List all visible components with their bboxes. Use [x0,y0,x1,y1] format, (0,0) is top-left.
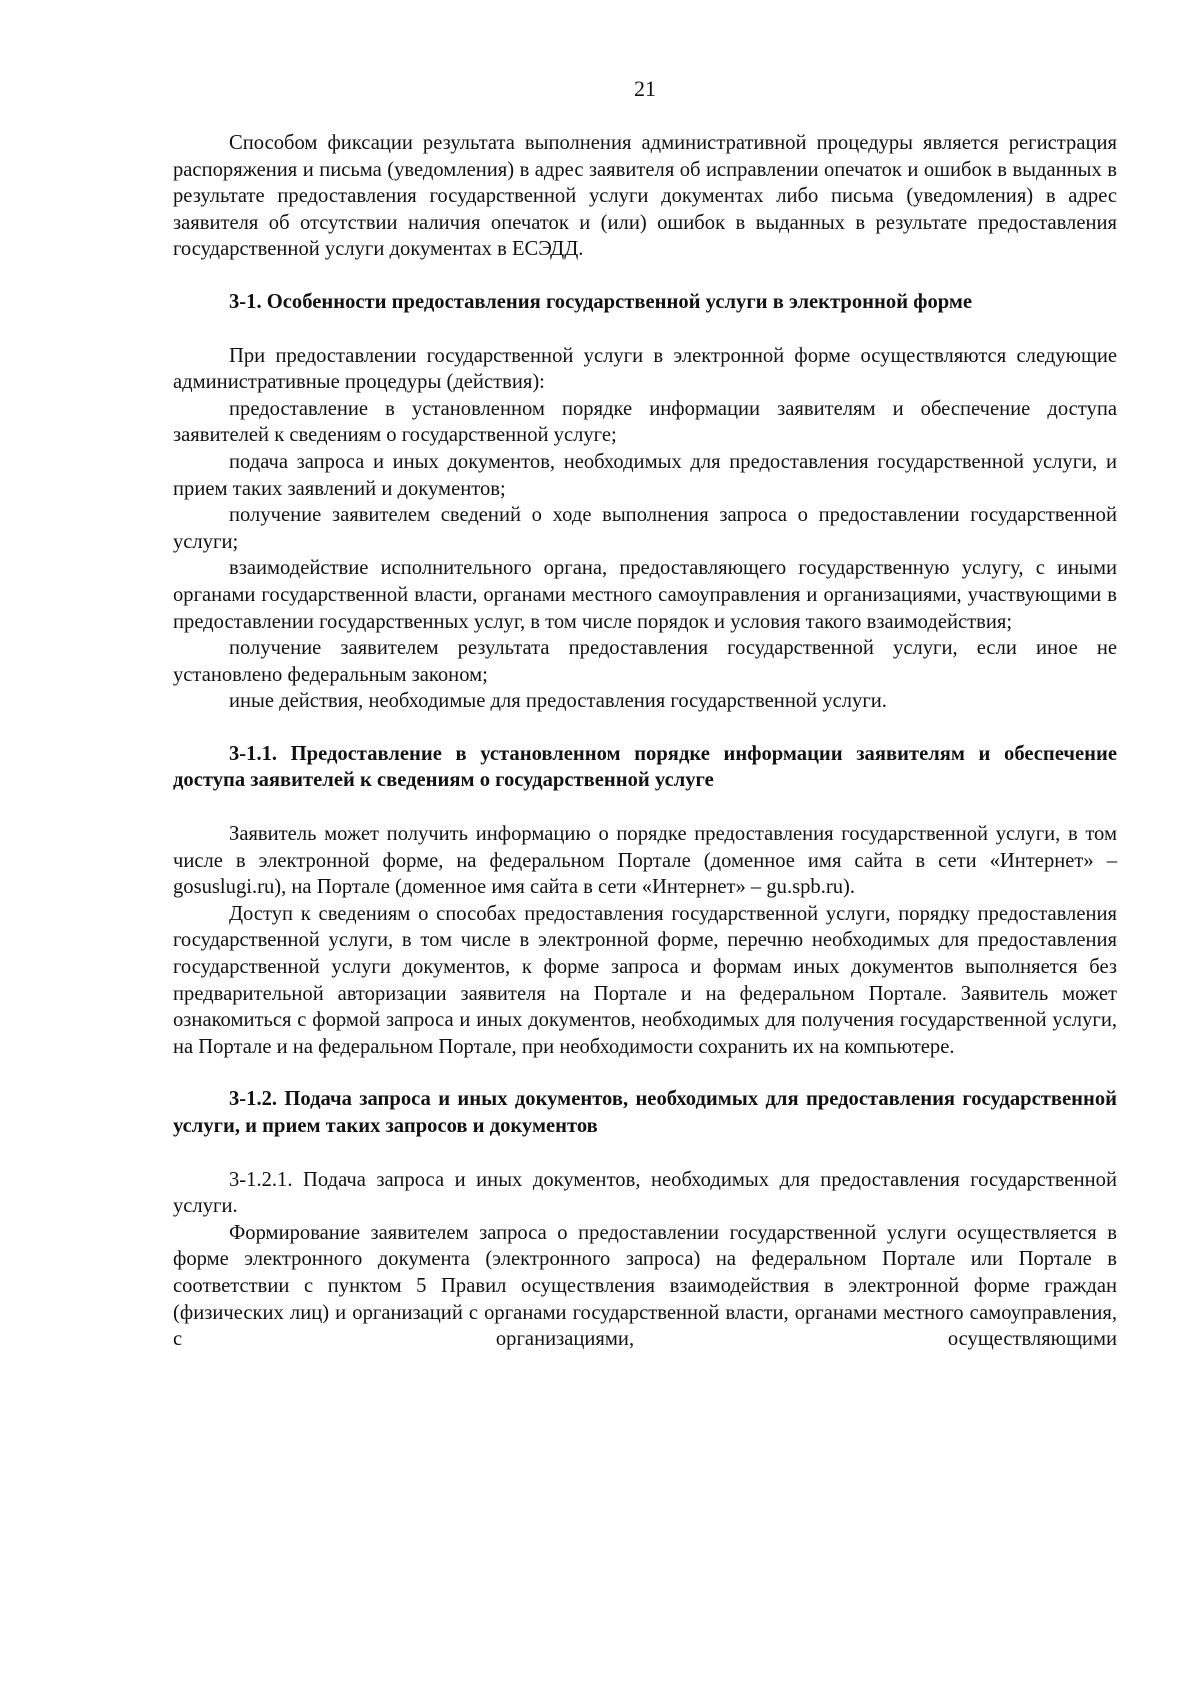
page-number: 21 [634,76,656,101]
spacer [173,715,1117,741]
section-3-1-paragraph: взаимодействие исполнительного органа, предоставляющего государственную услугу, с иными органами государственной власти, органами местного самоуправления и организациями, участвующими в предоставлении государственных услуг, в том числе порядок и условия такого взаимодействия; [173,557,1117,633]
section-3-1-paragraph: подача запроса и иных документов, необходимых для предоставления государственной услуги, и прием таких заявлений и документов; [173,450,1117,500]
spacer [173,263,1117,289]
page-content [173,130,1117,1353]
section-3-1-paragraph: При предоставлении государственной услуги в электронной форме осуществляются следующие административные процедуры (действия): [173,344,1117,394]
section-3-1-1-paragraph: Заявитель может получить информацию о порядке предоставления государственной услуги, в том числе в электронной форме, на федеральном Портале (доменное имя сайта в сети «Интернет» – gosuslugi.ru), на Портале (доменное имя сайта в сети «Интернет» – gu.spb.ru). [173,823,1117,899]
section-3-1-paragraph: иные действия, необходимые для предоставления государственной услуги. [229,690,887,713]
section-3-1-paragraph: предоставление в установленном порядке информации заявителям и обеспечение доступа заявителей к сведениям о государственной услуге; [173,397,1117,447]
spacer [173,1060,1117,1086]
section-3-1-2-heading: 3-1.2. Подача запроса и иных документов, необходимых для предоставления государственной услуги, и прием таких запросов и документов [173,1088,1117,1137]
spacer [173,794,1117,821]
spacer [173,316,1117,343]
spacer [173,1140,1117,1167]
section-3-1-heading: 3-1. Особенности предоставления государственной услуги в электронной форме [229,290,973,313]
section-3-1-2-paragraph: Формирование заявителем запроса о предоставлении государственной услуги осуществляется в форме электронного документа (электронного запроса) на федеральном Портале или Портале в соответствии с пунктом 5 Правил осуществления взаимодействия в электронной форме граждан (физических лиц) и организаций с органами государственной власти, органами местного самоуправления, с организациями, осуществляющими [173,1221,1117,1351]
section-3-1-2-paragraph: 3-1.2.1. Подача запроса и иных документов, необходимых для предоставления государственной услуги. [173,1168,1117,1218]
intro-paragraph: Способом фиксации результата выполнения административной процедуры является регистрация распоряжения и письма (уведомления) в адрес заявителя об исправлении опечаток и ошибок в выданных в результате предоставления государственной услуги документах либо письма (уведомления) в адрес заявителя об отсутствии наличия опечаток и (или) ошибок в выданных в результате предоставления государственной услуги документах в ЕСЭДД. [173,132,1117,261]
section-3-1-1-paragraph: Доступ к сведениям о способах предоставления государственной услуги, порядку предоставления государственной услуги, в том числе в электронной форме, перечню необходимых для предоставления государственной услуги документов, к форме запроса и формам иных документов выполняется без предварительной авторизации заявителя на Портале и на федеральном Портале. Заявитель может ознакомиться с формой запроса и иных документов, необходимых для получения государственной услуги, на Портале и на федеральном Портале, при необходимости сохранить их на компьютере. [173,902,1117,1058]
section-3-1-paragraph: получение заявителем результата предоставления государственной услуги, если иное не установлено федеральным законом; [173,637,1117,686]
section-3-1-paragraph: получение заявителем сведений о ходе выполнения запроса о предоставлении государственной услуги; [173,504,1117,553]
section-3-1-1-heading: 3-1.1. Предоставление в установленном порядке информации заявителям и обеспечение доступа заявителей к сведениям о государственной услуге [173,742,1117,792]
